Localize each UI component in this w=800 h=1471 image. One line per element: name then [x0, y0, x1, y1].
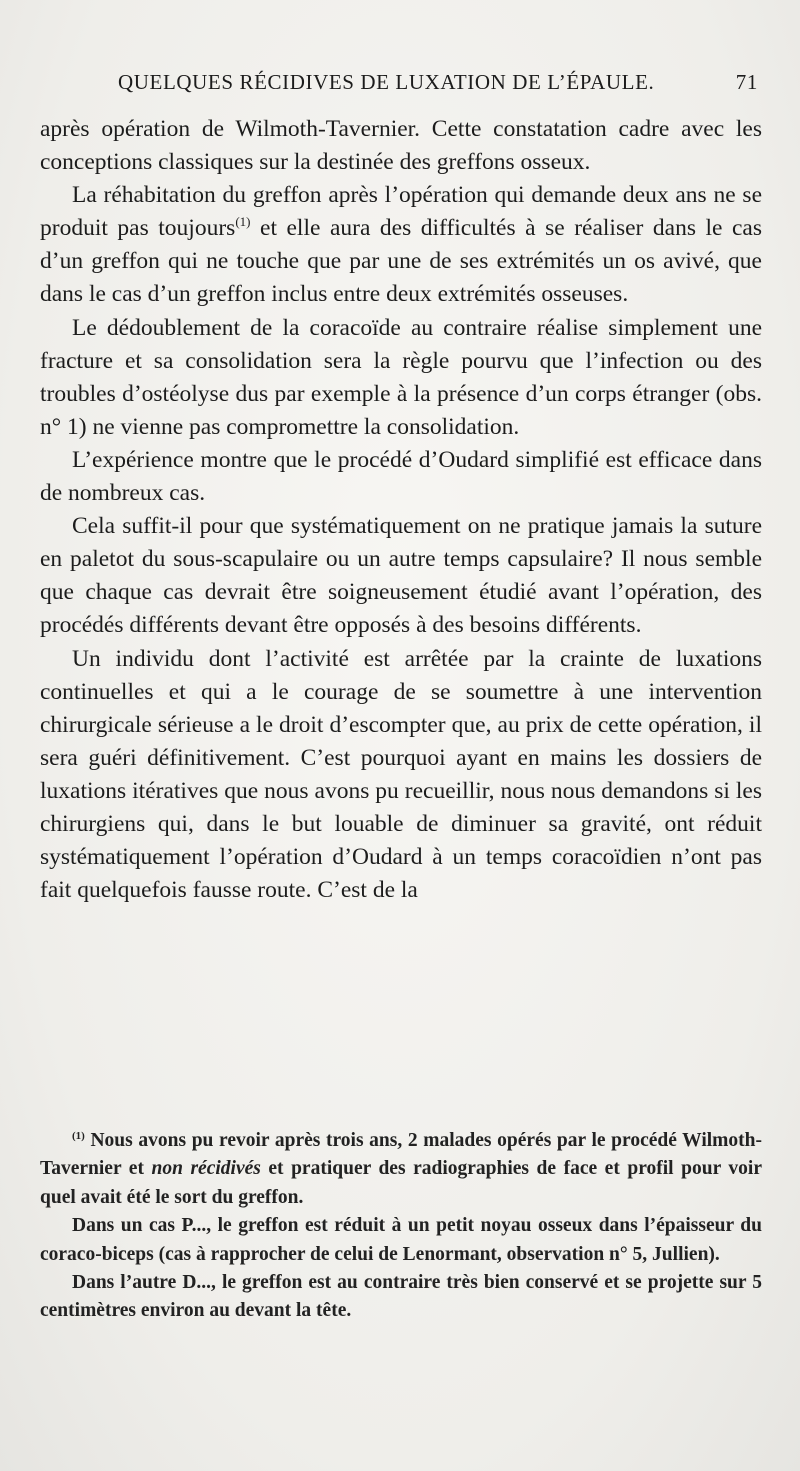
running-title: QUELQUES RÉCIDIVES DE LUXATION DE L’ÉPAULE. — [118, 70, 655, 94]
main-text — [40, 113, 762, 907]
footnote-1 — [40, 1127, 762, 1212]
footnote-reference-1[interactable]: (1) — [235, 214, 251, 230]
footnote-1-emphasis: non récidivés — [151, 1158, 261, 1180]
paragraph-2-end: et elle aura des difficultés à se réaliser dans le cas d’un greffon qui ne touche que par une de ses extrémités un os avivé, que dans le cas d’un greffon inclus entre deux extrémités osseuses. — [40, 215, 762, 308]
footnotes — [40, 1127, 762, 1326]
paragraph-3: Le dédoublement de la coracoïde au contraire réalise simplement une fracture et sa consolidation sera la règle pourvu que l’infection ou des troubles d’ostéolyse dus par exemple à la présence d’un corps étranger (obs. n° 1) ne vienne pas compromettre la consolidation. — [40, 314, 762, 440]
paragraph-6: Un individu dont l’activité est arrêtée par la crainte de luxations continuelles et qui a le courage de se soumettre à une intervention chirurgicale sérieuse a le droit d’escompter que, au prix de cette opération, il sera guéri définitivement. C’est pourquoi ayant en mains les dossiers de luxations itératives que nous avons pu recueillir, nous nous demandons si les chirurgiens qui, dans le but louable de diminuer sa gravité, ont réduit systématiquement l’opération d’Oudard à un temps coracoïdien n’ont pas fait quelquefois fausse route. C’est de la — [40, 645, 762, 904]
paragraph-1: après opération de Wilmoth-Tavernier. Cette constatation cadre avec les conceptions classiques sur la destinée des greffons osseux. — [40, 116, 762, 176]
footnote-1-start: Nous avons pu revoir après trois ans, 2 malades opérés par le procédé Wilmoth-Tavernier et — [40, 1130, 762, 1180]
footnote-3: Dans l’autre D..., le greffon est au contraire très bien conservé et se projette sur 5 centimètres environ au devant la tête. — [40, 1272, 762, 1322]
paragraph-2 — [40, 179, 762, 311]
footnote-2: Dans un cas P..., le greffon est réduit à un petit noyau osseux dans l’épaisseur du coraco-biceps (cas à rapprocher de celui de Lenormant, observation n° 5, Jullien). — [40, 1215, 762, 1265]
paragraph-4: L’expérience montre que le procédé d’Oudard simplifié est efficace dans de nombreux cas. — [40, 446, 762, 507]
footnote-1-end: et pratiquer des radiographies de face et profil pour voir quel avait été le sort du greffon. — [40, 1158, 762, 1208]
paragraph-2-start: La réhabitation du greffon après l’opération qui demande deux ans ne se produit pas toujours — [40, 182, 762, 242]
footnote-1-marker: (1) — [72, 1130, 85, 1142]
running-head — [118, 70, 758, 100]
paragraph-5: Cela suffit-il pour que systématiquement on ne pratique jamais la suture en paletot du sous-scapulaire ou un autre temps capsulaire? Il nous semble que chaque cas devrait être soigneusement étudié avant l’opération, des procédés différents devant être opposés à des besoins différents. — [40, 513, 762, 639]
page-number: 71 — [735, 70, 758, 94]
